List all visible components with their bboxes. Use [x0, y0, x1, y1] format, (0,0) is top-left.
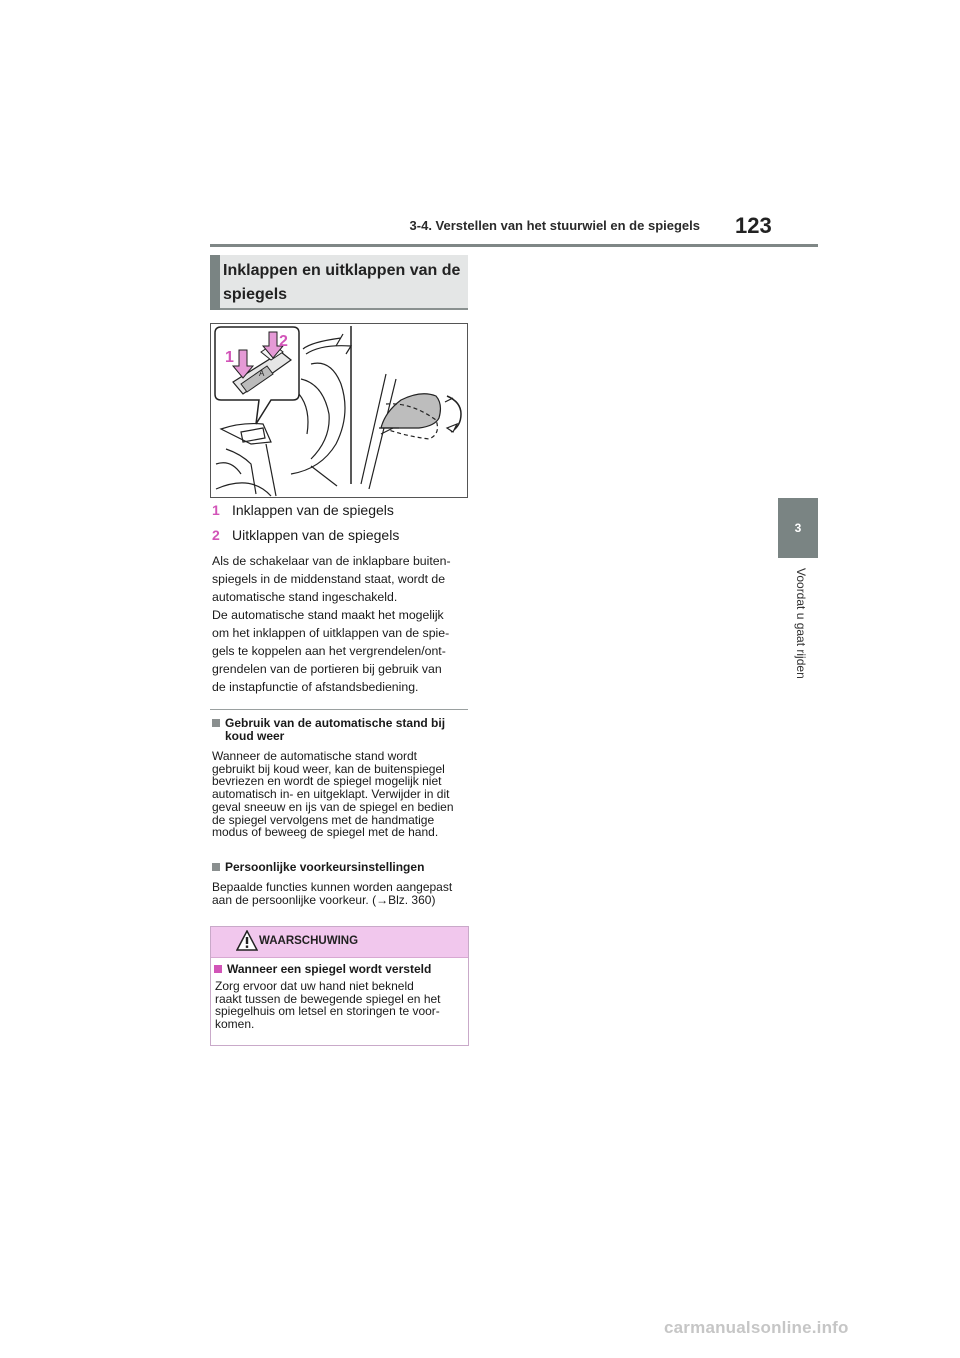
body-line: Bepaalde functies kunnen worden aangepast — [212, 880, 453, 894]
warning-triangle-icon — [236, 930, 258, 952]
warning-subtitle: Wanneer een spiegel wordt versteld — [227, 962, 432, 976]
cold-weather-title-2: koud weer — [225, 729, 285, 743]
side-mirror-drawing — [361, 374, 461, 489]
step-number: 2 — [212, 527, 220, 543]
callout-1: 1 — [225, 349, 234, 366]
warning-subtitle-row — [214, 962, 464, 976]
body-line: bevriezen en wordt de spiegel mogelijk niet — [212, 774, 442, 789]
warning-header — [211, 927, 468, 958]
section-title: Inklappen en uitklappen van de spiegels — [223, 262, 461, 303]
heading-bar — [210, 255, 220, 310]
body-line: de spiegel vervolgens met de handmatige — [212, 812, 435, 827]
step-item — [212, 527, 399, 543]
body-line: geval sneeuw en ijs van de spiegel en bedien — [212, 799, 454, 814]
body-line: om het inklappen of uitklappen van de spie- — [212, 626, 450, 640]
section-rule — [210, 709, 468, 710]
chapter-label: Voordat u gaat rijden — [794, 568, 808, 679]
warning-box — [210, 926, 469, 1046]
body-line: automatisch in- en uitgeklapt. Verwijder in dit — [212, 787, 450, 802]
callout-2: 2 — [279, 333, 288, 350]
warning-body — [215, 980, 465, 1031]
chapter-number: 3 — [794, 521, 802, 535]
body-line: grendelen van de portieren bij gebruik van — [212, 662, 442, 676]
personal-body — [212, 881, 470, 906]
chapter-tab — [778, 498, 818, 558]
page-number: 123 — [735, 213, 772, 238]
illustration-svg — [211, 324, 467, 497]
body-line: aan de persoonlijke voorkeur. (→Blz. 360) — [212, 892, 436, 907]
warning-title: WAARSCHUWING — [259, 935, 359, 947]
step-text: Inklappen van de spiegels — [232, 502, 394, 518]
cold-weather-body — [212, 750, 470, 839]
body-line: De automatische stand maakt het mogelijk — [212, 608, 444, 622]
body-line: spiegels in de middenstand staat, wordt de — [212, 572, 446, 586]
cold-weather-title-1: Gebruik van de automatische stand bij — [225, 716, 446, 730]
section-heading — [210, 255, 468, 310]
body-paragraph — [212, 552, 470, 696]
bullet-square-icon — [212, 719, 220, 727]
personal-heading — [212, 861, 470, 874]
body-line: raakt tussen de bewegende spiegel en het — [215, 991, 441, 1006]
header-rule — [210, 244, 818, 247]
body-line: Zorg ervoor dat uw hand niet bekneld — [215, 979, 414, 993]
body-line: modus of beweeg de spiegel met de hand. — [212, 825, 439, 840]
body-line: Wanneer de automatische stand wordt — [212, 749, 418, 763]
watermark: carmanualsonline.info — [664, 1318, 849, 1337]
body-line: komen. — [215, 1017, 255, 1032]
step-number: 1 — [212, 502, 220, 518]
switch-glyph: A — [259, 369, 265, 378]
body-line: gels te koppelen aan het vergrendelen/ont- — [212, 644, 446, 658]
bullet-square-icon — [212, 863, 220, 871]
body-line: spiegelhuis om letsel en storingen te voor- — [215, 1004, 440, 1019]
step-text: Uitklappen van de spiegels — [232, 527, 400, 543]
body-line: de instapfunctie of afstandsbediening. — [212, 680, 419, 694]
running-head: 3-4. Verstellen van het stuurwiel en de spiegels — [409, 218, 700, 233]
body-line: automatische stand ingeschakeld. — [212, 590, 398, 604]
personal-title: Persoonlijke voorkeursinstellingen — [225, 860, 425, 874]
step-item — [212, 502, 394, 518]
mirror-fold-illustration — [210, 323, 468, 498]
body-line: Als de schakelaar van de inklapbare buiten- — [212, 554, 451, 568]
cold-weather-heading — [212, 717, 470, 743]
body-line: gebruikt bij koud weer, kan de buitenspiegel — [212, 761, 445, 776]
bullet-square-icon — [214, 965, 222, 973]
